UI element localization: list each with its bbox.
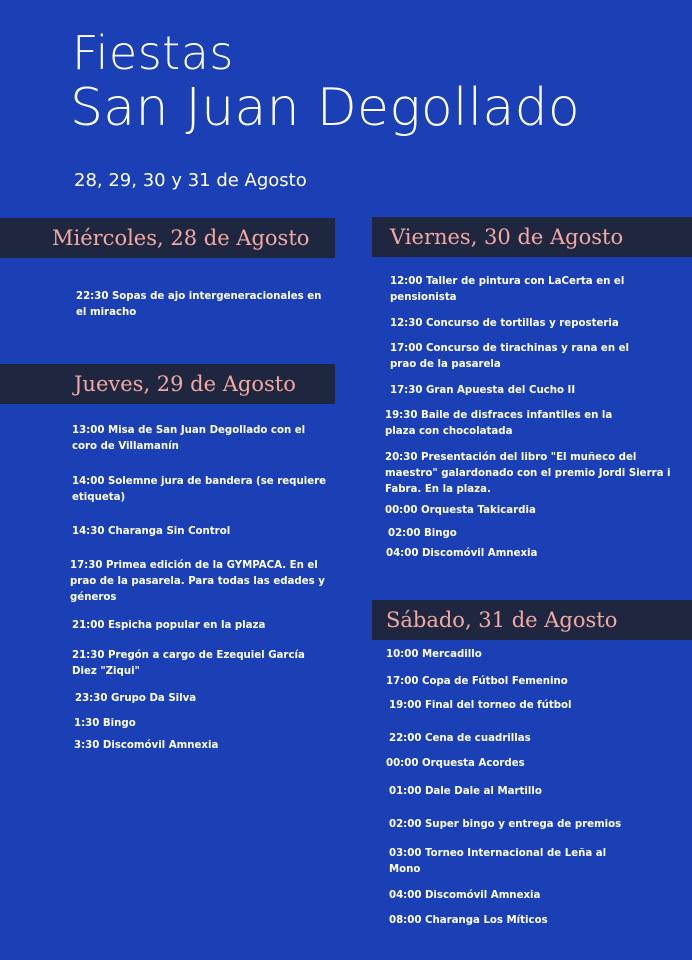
title-fiestas: Fiestas — [72, 26, 234, 80]
saturday-item: 22:00 Cena de cuadrillas — [389, 733, 531, 744]
saturday-item: 03:00 Torneo Internacional de Leña al Mono — [389, 848, 607, 875]
saturday-item: 08:00 Charanga Los Míticos — [389, 915, 548, 926]
thursday-item: 1:30 Bingo — [74, 718, 136, 729]
friday-item: 00:00 Orquesta Takicardia — [385, 505, 536, 516]
wednesday-heading-band — [0, 218, 335, 258]
saturday-item: 17:00 Copa de Fútbol Femenino — [386, 676, 568, 687]
friday-heading-band — [372, 217, 692, 257]
saturday-item: 00:00 Orquesta Acordes — [386, 758, 525, 769]
saturday-item: 02:00 Super bingo y entrega de premios — [389, 819, 622, 830]
saturday-item: 10:00 Mercadillo — [386, 649, 482, 660]
friday-item: 20:30 Presentación del libro "El muñeco del maestro" galardonado con el premio Jordi Sierra i Fabra. En la plaza. — [385, 452, 671, 495]
thursday-item: 13:00 Misa de San Juan Degollado con el coro de Villamanín — [72, 425, 306, 452]
friday-item: 17:30 Gran Apuesta del Cucho II — [390, 385, 576, 396]
thursday-item: 21:30 Pregón a cargo de Ezequiel García Diez "Ziqui" — [72, 650, 305, 677]
thursday-heading-band — [0, 364, 335, 404]
wednesday-item: 22:30 Sopas de ajo intergeneracionales en el miracho — [76, 291, 322, 318]
thursday-heading: Jueves, 29 de Agosto — [74, 372, 296, 396]
saturday-item: 01:00 Dale Dale al Martillo — [389, 786, 542, 797]
thursday-item: 14:30 Charanga Sin Control — [72, 526, 231, 537]
wednesday-heading: Miércoles, 28 de Agosto — [52, 226, 310, 250]
saturday-item: 04:00 Discomóvil Amnexia — [389, 890, 541, 901]
title-town: San Juan Degollado — [70, 78, 581, 138]
friday-heading: Viernes, 30 de Agosto — [390, 225, 624, 249]
thursday-item: 21:00 Espicha popular en la plaza — [72, 620, 266, 631]
friday-item: 04:00 Discomóvil Amnexia — [386, 548, 538, 559]
thursday-item: 23:30 Grupo Da Silva — [75, 693, 197, 704]
thursday-item: 3:30 Discomóvil Amnexia — [74, 740, 219, 751]
friday-item: 12:30 Concurso de tortillas y reposteria — [390, 318, 619, 329]
thursday-item: 17:30 Primea edición de la GYMPACA. En el prao de la pasarela. Para todas las edades y géneros — [70, 560, 325, 603]
friday-item: 17:00 Concurso de tirachinas y rana en el prao de la pasarela — [390, 343, 630, 370]
thursday-item: 14:00 Solemne jura de bandera (se requiere etiqueta) — [72, 476, 327, 503]
saturday-item: 19:00 Final del torneo de fútbol — [389, 700, 572, 711]
friday-item: 02:00 Bingo — [388, 528, 457, 539]
event-dates: 28, 29, 30 y 31 de Agosto — [74, 170, 307, 191]
saturday-heading-band — [372, 600, 692, 640]
friday-item: 12:00 Taller de pintura con LaCerta en el pensionista — [390, 276, 625, 303]
friday-item: 19:30 Baile de disfraces infantiles en la plaza con chocolatada — [385, 410, 613, 437]
saturday-heading: Sábado, 31 de Agosto — [386, 608, 618, 632]
